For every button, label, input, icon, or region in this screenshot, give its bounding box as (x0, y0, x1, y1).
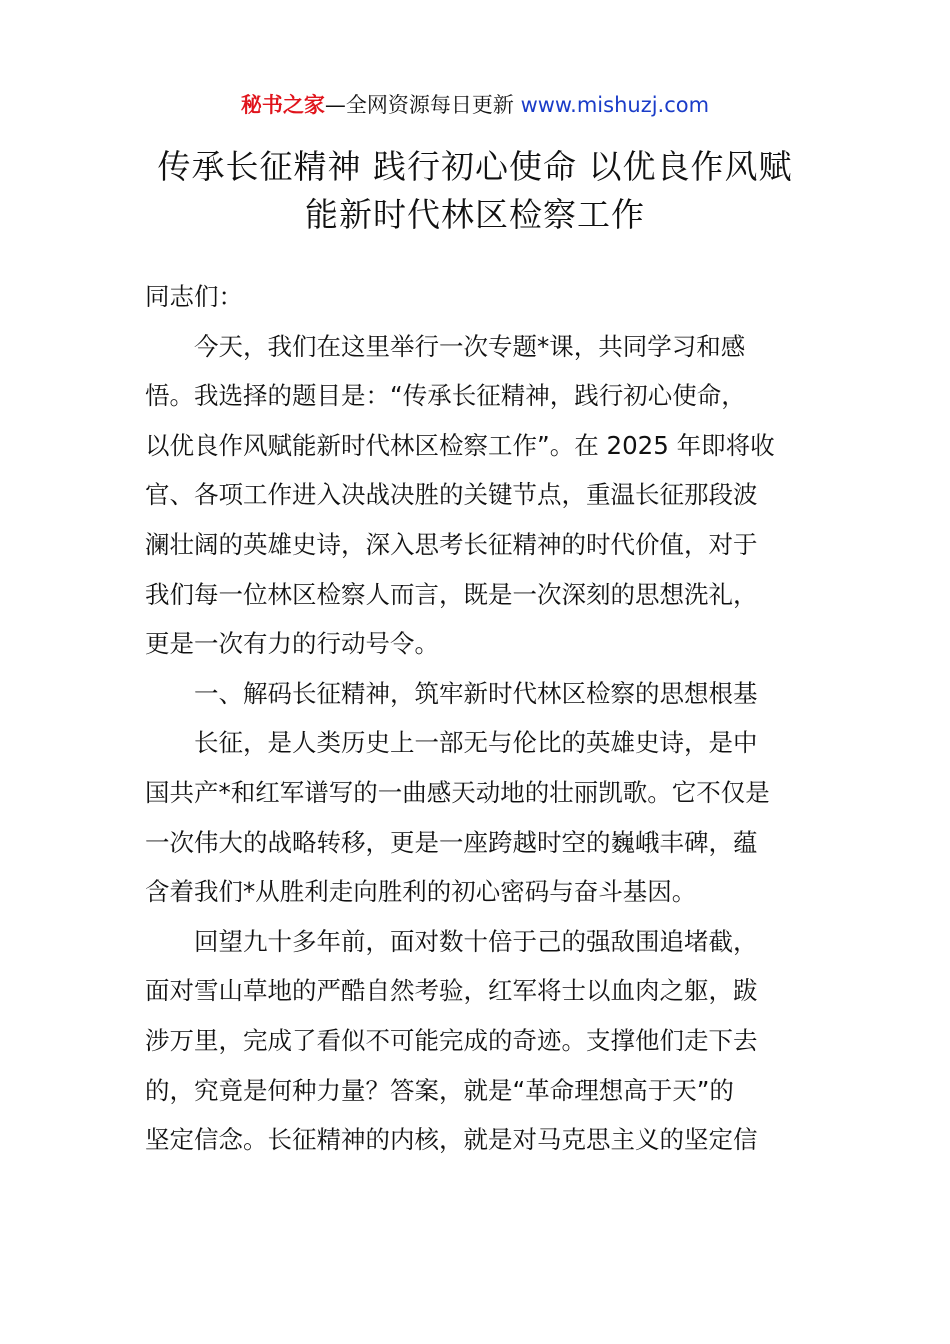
paragraph-line: 我们每一位林区检察人而言，既是一次深刻的思想洗礼， (145, 579, 758, 609)
document-body (145, 272, 810, 1165)
paragraph-line: 涉万里，完成了看似不可能完成的奇迹。支撑他们走下去 (145, 1025, 758, 1055)
paragraph-line: 国共产*和红军谱写的一曲感天动地的壮丽凯歌。它不仅是 (145, 777, 770, 807)
header-tagline: —全网资源每日更新 (324, 93, 514, 117)
paragraph-line: 回望九十多年前，面对数十倍于己的强敌围追堵截， (194, 926, 758, 956)
document-title (100, 143, 850, 239)
paragraph-line: 坚定信念。长征精神的内核，就是对马克思主义的坚定信 (145, 1125, 758, 1155)
paragraph-line: 官、各项工作进入决战决胜的关键节点，重温长征那段波 (145, 480, 758, 510)
title-line: 传承长征精神 践行初心使命 以优良作风赋 (157, 147, 793, 186)
paragraph-line: 的，究竟是何种力量？答案，就是“革命理想高于天”的 (145, 1075, 734, 1105)
paragraph-line: 悟。我选择的题目是：“传承长征精神，践行初心使命， (145, 381, 746, 411)
paragraph-line: 澜壮阔的英雄史诗，深入思考长征精神的时代价值，对于 (145, 529, 758, 559)
paragraph-line: 更是一次有力的行动号令。 (145, 629, 439, 659)
site-url-link[interactable]: www.mishuzj.com (520, 93, 710, 117)
paragraph-line: 今天，我们在这里举行一次专题*课，共同学习和感 (194, 331, 746, 361)
paragraph-line: 含着我们*从胜利走向胜利的初心密码与奋斗基因。 (145, 877, 697, 907)
section-heading: 一、解码长征精神，筑牢新时代林区检察的思想根基 (194, 678, 758, 708)
title-line: 能新时代林区检察工作 (305, 195, 645, 234)
salutation: 同志们： (145, 282, 243, 311)
paragraph-line: 以优良作风赋能新时代林区检察工作”。在 2025 年即将收 (145, 430, 775, 460)
paragraph-line: 长征，是人类历史上一部无与伦比的英雄史诗，是中 (194, 728, 758, 758)
paragraph-line: 一次伟大的战略转移，更是一座跨越时空的巍峨丰碑，蕴 (145, 827, 758, 857)
brand-name: 秘书之家 (240, 93, 325, 117)
site-header (0, 88, 950, 122)
paragraph-line: 面对雪山草地的严酷自然考验，红军将士以血肉之躯，跋 (145, 976, 758, 1006)
